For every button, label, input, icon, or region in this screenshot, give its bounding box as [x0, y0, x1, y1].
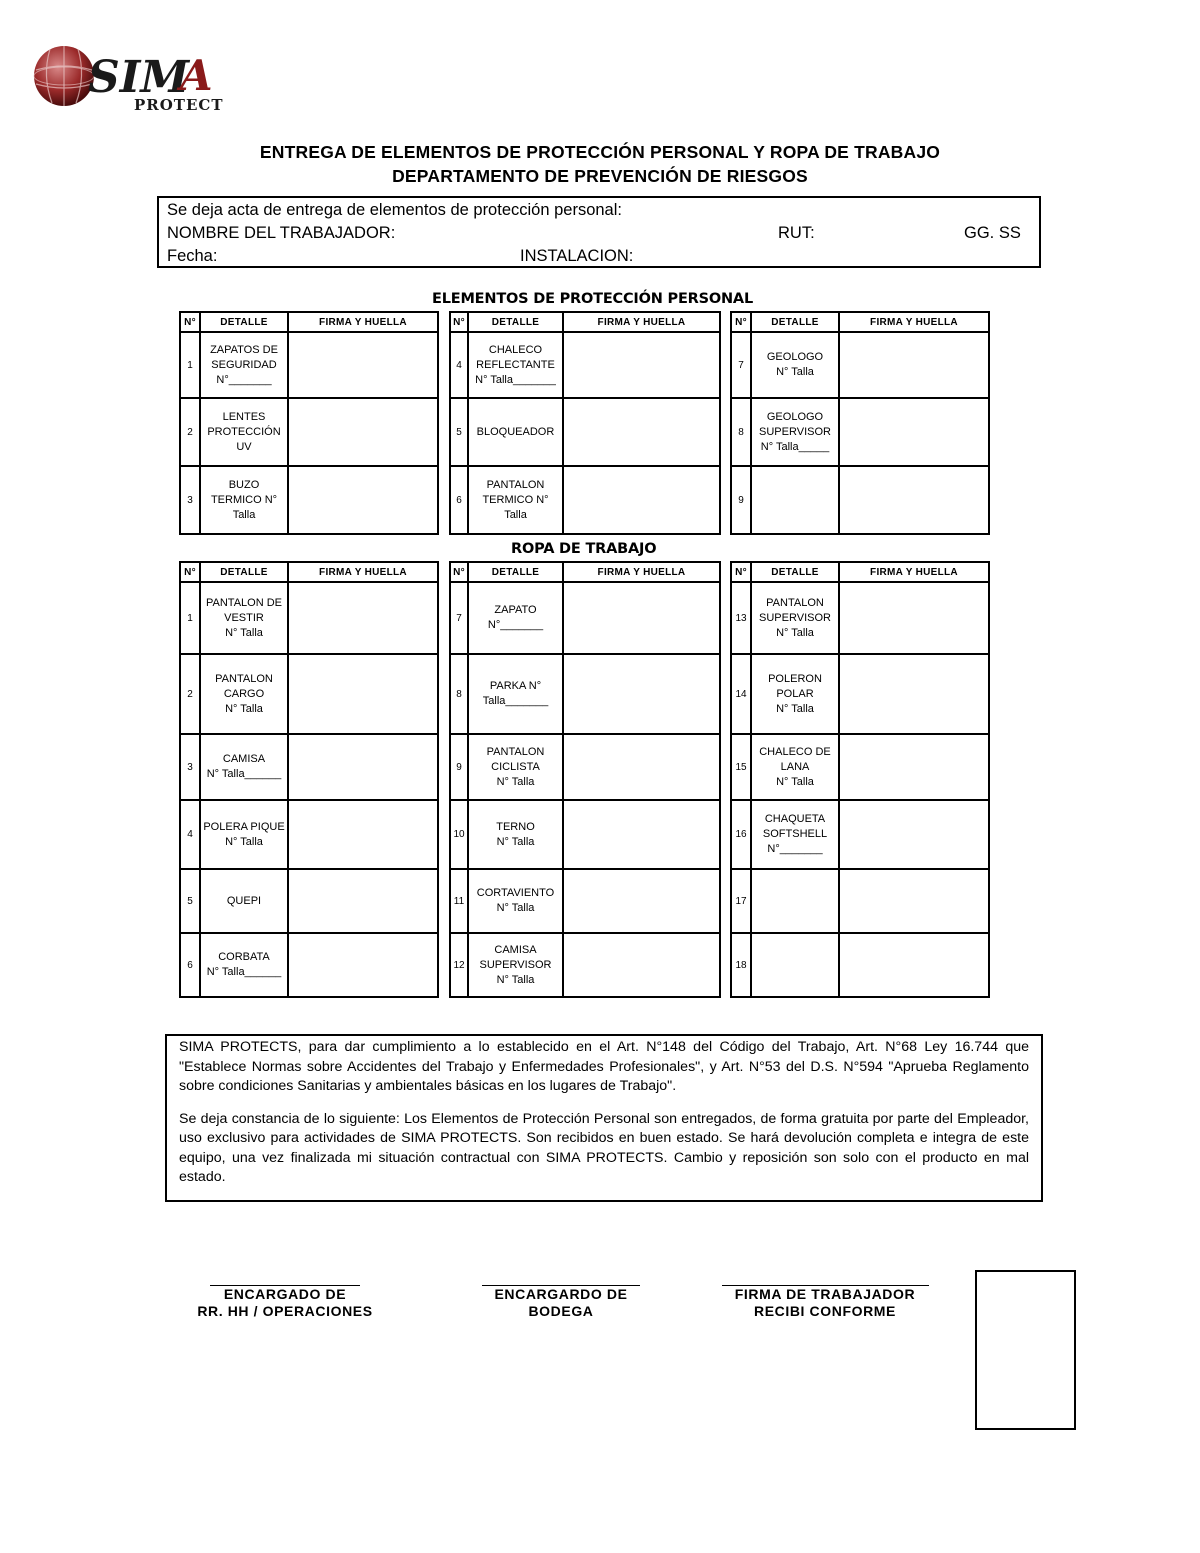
ropa-table-1 — [179, 561, 439, 998]
worker-info-box — [157, 196, 1041, 268]
table-header-row — [731, 312, 989, 332]
item-detail: PARKA N° Talla_______ — [482, 680, 549, 707]
table-row — [450, 800, 720, 869]
epp-table-2 — [449, 311, 721, 535]
table-row — [731, 466, 989, 534]
company-logo — [30, 40, 240, 116]
signature-label-3a: FIRMA DE TRABAJADOR — [734, 1286, 916, 1302]
header-detail: DETALLE — [751, 312, 839, 332]
item-number: 6 — [450, 466, 468, 534]
item-number: 3 — [180, 466, 200, 534]
item-number: 15 — [731, 734, 751, 800]
signature-fingerprint-cell[interactable] — [288, 869, 438, 933]
item-number: 18 — [731, 933, 751, 997]
signature-fingerprint-cell[interactable] — [288, 933, 438, 997]
item-number: 5 — [450, 398, 468, 466]
table-row — [731, 582, 989, 654]
epp-table-3 — [730, 311, 990, 535]
header-sign: FIRMA Y HUELLA — [563, 312, 720, 332]
logo-letter-a: A — [180, 51, 213, 100]
signature-fingerprint-cell[interactable] — [839, 654, 989, 734]
item-detail: CHAQUETA SOFTSHELL N°_______ — [762, 813, 828, 855]
item-detail: CAMISA SUPERVISOR N° Talla — [479, 943, 552, 986]
header-sign: FIRMA Y HUELLA — [839, 312, 989, 332]
signature-hr-operations[interactable] — [180, 1285, 390, 1320]
signature-fingerprint-cell[interactable] — [288, 466, 438, 534]
signature-fingerprint-cell[interactable] — [288, 398, 438, 466]
signature-fingerprint-cell[interactable] — [563, 582, 720, 654]
table-row — [450, 398, 720, 466]
item-detail: PANTALON TERMICO N° Talla — [482, 478, 549, 521]
header-sign: FIRMA Y HUELLA — [563, 562, 720, 582]
item-number: 6 — [180, 933, 200, 997]
item-number: 4 — [450, 332, 468, 398]
item-detail: GEOLOGO N° Talla — [766, 351, 824, 378]
legal-notice-box — [165, 1034, 1043, 1202]
signature-fingerprint-cell[interactable] — [563, 654, 720, 734]
header-sign: FIRMA Y HUELLA — [288, 562, 438, 582]
gg-ss-label[interactable]: GG. SS — [964, 224, 1021, 242]
table-row — [450, 869, 720, 933]
item-detail: ZAPATO N°_______ — [487, 604, 544, 631]
item-number: 3 — [180, 734, 200, 800]
signature-fingerprint-cell[interactable] — [563, 332, 720, 398]
item-detail: LENTES PROTECCIÓN UV — [207, 410, 281, 453]
signature-fingerprint-cell[interactable] — [839, 933, 989, 997]
table-row — [731, 800, 989, 869]
epp-table-1 — [179, 311, 439, 535]
signature-fingerprint-cell[interactable] — [839, 398, 989, 466]
table-row — [450, 466, 720, 534]
item-detail: ZAPATOS DE SEGURIDAD N°_______ — [210, 343, 278, 386]
signature-label-1b: RR. HH / OPERACIONES — [197, 1303, 373, 1319]
item-detail: TERNO N° Talla — [496, 820, 535, 848]
table-row — [450, 933, 720, 997]
header-num: N° — [180, 562, 200, 582]
header-sign: FIRMA Y HUELLA — [839, 562, 989, 582]
item-number: 1 — [180, 332, 200, 398]
item-number: 8 — [450, 654, 468, 734]
table-row — [450, 734, 720, 800]
table-row — [731, 332, 989, 398]
table-row — [180, 398, 438, 466]
table-row — [731, 869, 989, 933]
item-detail: BLOQUEADOR — [476, 425, 555, 438]
signature-fingerprint-cell[interactable] — [288, 654, 438, 734]
item-number: 17 — [731, 869, 751, 933]
item-number: 9 — [450, 734, 468, 800]
signature-fingerprint-cell[interactable] — [288, 734, 438, 800]
rut-label[interactable]: RUT: — [778, 224, 815, 242]
item-number: 10 — [450, 800, 468, 869]
ropa-section-heading: ROPA DE TRABAJO — [511, 541, 657, 557]
item-detail: QUEPI — [226, 894, 262, 907]
item-detail: POLERA PIQUE N° Talla — [203, 820, 285, 848]
table-row — [450, 332, 720, 398]
table-row — [450, 654, 720, 734]
signature-fingerprint-cell[interactable] — [839, 332, 989, 398]
item-detail: BUZO TERMICO N° Talla — [210, 478, 278, 521]
header-num: N° — [731, 562, 751, 582]
table-header-row — [180, 312, 438, 332]
signature-fingerprint-cell[interactable] — [563, 466, 720, 534]
item-number: 7 — [731, 332, 751, 398]
item-detail: PANTALON SUPERVISOR N° Talla — [759, 596, 831, 639]
signature-fingerprint-cell[interactable] — [839, 800, 989, 869]
item-number: 16 — [731, 800, 751, 869]
epp-section-heading: ELEMENTOS DE PROTECCIÓN PERSONAL — [432, 291, 753, 307]
item-number: 4 — [180, 800, 200, 869]
item-number: 12 — [450, 933, 468, 997]
header-sign: FIRMA Y HUELLA — [288, 312, 438, 332]
header-detail: DETALLE — [200, 312, 288, 332]
document-subtitle: DEPARTAMENTO DE PREVENCIÓN DE RIESGOS — [392, 166, 808, 186]
table-row — [731, 933, 989, 997]
ropa-table-2 — [449, 561, 721, 998]
signature-fingerprint-cell[interactable] — [288, 800, 438, 869]
item-number: 8 — [731, 398, 751, 466]
table-row — [180, 734, 438, 800]
item-number: 5 — [180, 869, 200, 933]
installation-label[interactable]: INSTALACION: — [520, 247, 634, 265]
signature-fingerprint-cell[interactable] — [563, 869, 720, 933]
signature-warehouse[interactable] — [466, 1285, 656, 1320]
table-row — [180, 582, 438, 654]
item-detail: POLERON POLAR N° Talla — [768, 672, 822, 715]
table-row — [180, 933, 438, 997]
signature-fingerprint-cell[interactable] — [288, 332, 438, 398]
legal-paragraph-1: SIMA PROTECTS, para dar cumplimiento a lo establecido en el Art. N°148 del Código del Trabajo, Art. N°68 Ley 16.744 que "Establece Normas sobre Accidentes del Trabajo y Enfermedades Profesionales", y Art. N°53 del D.S. N°594 "Aprueba Reglamento sobre condiciones Sanitarias y ambientales básicas en los lugares de Trabajo". — [179, 1039, 1029, 1094]
table-header-row — [731, 562, 989, 582]
signature-label-3b: RECIBI CONFORME — [754, 1303, 896, 1319]
table-header-row — [450, 312, 720, 332]
signature-fingerprint-cell[interactable] — [839, 734, 989, 800]
signature-fingerprint-cell[interactable] — [839, 466, 989, 534]
item-detail: CHALECO DE LANA N° Talla — [759, 745, 831, 788]
signature-worker[interactable] — [715, 1285, 935, 1320]
intro-text: Se deja acta de entrega de elementos de protección personal: — [167, 201, 622, 219]
table-row — [731, 734, 989, 800]
header-num: N° — [731, 312, 751, 332]
item-number: 13 — [731, 582, 751, 654]
table-row — [731, 398, 989, 466]
item-number: 9 — [731, 466, 751, 534]
header-detail: DETALLE — [468, 312, 563, 332]
worker-name-label[interactable]: NOMBRE DEL TRABAJADOR: — [167, 224, 396, 242]
header-detail: DETALLE — [468, 562, 563, 582]
date-label[interactable]: Fecha: — [167, 247, 218, 265]
signature-label-2a: ENCARGARDO DE — [494, 1286, 628, 1302]
item-number: 7 — [450, 582, 468, 654]
item-number: 2 — [180, 398, 200, 466]
legal-paragraph-2: Se deja constancia de lo siguiente: Los Elementos de Protección Personal son entregados, de forma gratuita por parte del Empleador, uso exclusivo para actividades de SIMA PROTECTS. Son recibidos en buen estado. Se hará devolución completa e integra de este equipo, una vez finalizada mi situación contractual con SIMA PROTECTS. Cambio y reposición son solo con el producto en mal estado. — [179, 1110, 1029, 1185]
sima-protect-logo — [30, 40, 240, 116]
signature-label-2b: BODEGA — [528, 1303, 594, 1319]
table-row — [180, 332, 438, 398]
table-row — [180, 800, 438, 869]
signature-label-1a: ENCARGADO DE — [223, 1286, 347, 1302]
table-header-row — [180, 562, 438, 582]
table-header-row — [450, 562, 720, 582]
signature-fingerprint-cell[interactable] — [839, 582, 989, 654]
signature-fingerprint-cell[interactable] — [563, 933, 720, 997]
header-num: N° — [450, 562, 468, 582]
item-detail: GEOLOGO SUPERVISOR N° Talla_____ — [759, 410, 831, 453]
item-number: 2 — [180, 654, 200, 734]
logo-word-protect: PROTECT — [134, 96, 224, 114]
fingerprint-box[interactable] — [975, 1270, 1076, 1430]
header-detail: DETALLE — [751, 562, 839, 582]
signature-fingerprint-cell[interactable] — [563, 398, 720, 466]
item-detail: CAMISA N° Talla______ — [206, 753, 282, 780]
item-number: 1 — [180, 582, 200, 654]
header-num: N° — [450, 312, 468, 332]
table-row — [180, 869, 438, 933]
signature-fingerprint-cell[interactable] — [288, 582, 438, 654]
signature-fingerprint-cell[interactable] — [839, 869, 989, 933]
item-detail: PANTALON CARGO N° Talla — [215, 672, 273, 715]
signature-fingerprint-cell[interactable] — [563, 800, 720, 869]
table-row — [180, 466, 438, 534]
table-row — [180, 654, 438, 734]
signature-fingerprint-cell[interactable] — [563, 734, 720, 800]
table-row — [450, 582, 720, 654]
table-row — [731, 654, 989, 734]
item-detail: PANTALON CICLISTA N° Talla — [486, 745, 545, 788]
item-detail: CORTAVIENTO N° Talla — [476, 887, 555, 914]
ropa-table-3 — [730, 561, 990, 998]
item-detail: CHALECO REFLECTANTE N° Talla_______ — [475, 343, 556, 386]
header-num: N° — [180, 312, 200, 332]
item-number: 14 — [731, 654, 751, 734]
header-detail: DETALLE — [200, 562, 288, 582]
item-number: 11 — [450, 869, 468, 933]
item-detail: CORBATA N° Talla______ — [206, 951, 282, 978]
document-title: ENTREGA DE ELEMENTOS DE PROTECCIÓN PERSONAL Y ROPA DE TRABAJO — [259, 142, 941, 162]
item-detail: PANTALON DE VESTIR N° Talla — [206, 596, 282, 639]
logo-word-sima: SIM — [88, 52, 190, 103]
